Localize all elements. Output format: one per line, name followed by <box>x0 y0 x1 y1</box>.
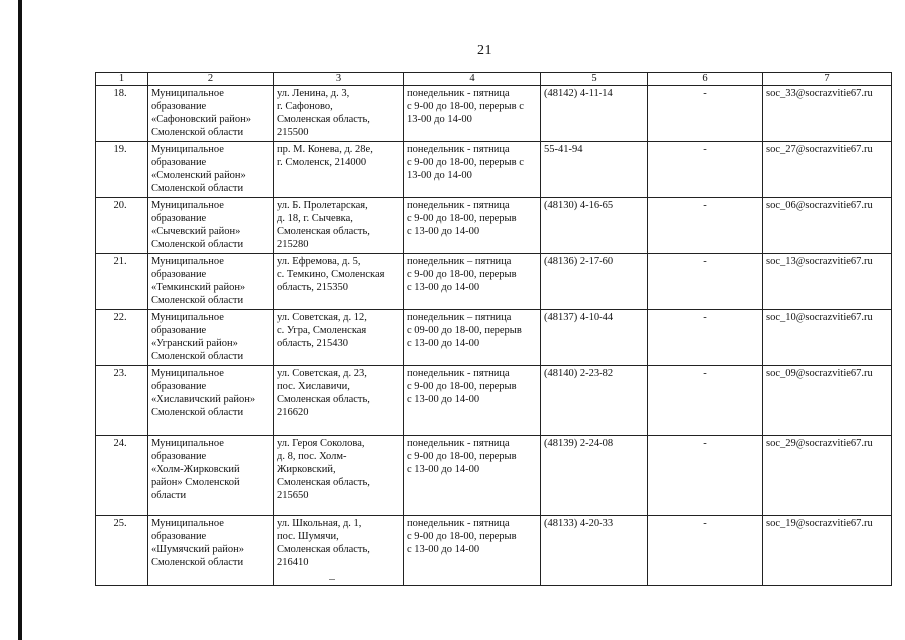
row-number-cell: 25. <box>96 516 148 586</box>
row-number-cell: 21. <box>96 254 148 310</box>
organization-cell <box>148 142 274 198</box>
scan-edge-line <box>18 0 22 640</box>
column-header-row <box>96 73 892 86</box>
address-line: 216620 <box>277 407 309 418</box>
working-hours-line: понедельник – пятница <box>407 256 512 267</box>
table-row <box>96 86 892 142</box>
address-line: область, 215350 <box>277 282 349 293</box>
row-number-cell: 18. <box>96 86 148 142</box>
organization-cell <box>148 310 274 366</box>
table-row <box>96 142 892 198</box>
column-header-1: 1 <box>96 73 148 86</box>
row-number-cell: 24. <box>96 436 148 516</box>
address-cell <box>274 254 404 310</box>
address-line: с. Угра, Смоленская <box>277 325 367 336</box>
column-6-cell: - <box>648 516 763 586</box>
address-cell <box>274 310 404 366</box>
social-services-table <box>95 72 892 586</box>
address-cell <box>274 366 404 436</box>
working-hours-line: с 13-00 до 14-00 <box>407 544 480 555</box>
address-line: Смоленская область, <box>277 544 370 555</box>
organization-line: «Смоленский район» <box>151 170 246 181</box>
organization-line: Муниципальное <box>151 312 224 323</box>
organization-cell <box>148 366 274 436</box>
working-hours-line: понедельник - пятница <box>407 368 510 379</box>
address-line: ул. Ефремова, д. 5, <box>277 256 361 267</box>
column-header-5: 5 <box>541 73 648 86</box>
organization-line: «Хиславичский район» <box>151 394 256 405</box>
row-number-cell: 20. <box>96 198 148 254</box>
address-line: пос. Хиславичи, <box>277 381 350 392</box>
organization-line: Муниципальное <box>151 438 224 449</box>
working-hours-line: с 09-00 до 18-00, перерыв <box>407 325 522 336</box>
working-hours-line: понедельник - пятница <box>407 144 510 155</box>
address-line: область, 215430 <box>277 338 349 349</box>
column-6-cell: - <box>648 436 763 516</box>
working-hours-cell <box>404 142 541 198</box>
email-cell: soc_10@socrazvitie67.ru <box>763 310 892 366</box>
working-hours-cell <box>404 366 541 436</box>
address-line: пр. М. Конева, д. 28е, <box>277 144 373 155</box>
organization-cell <box>148 516 274 586</box>
phone-cell: (48133) 4-20-33 <box>541 516 648 586</box>
column-6-cell: - <box>648 310 763 366</box>
organization-line: образование <box>151 269 207 280</box>
email-cell: soc_29@socrazvitie67.ru <box>763 436 892 516</box>
organization-line: образование <box>151 381 207 392</box>
phone-cell: (48140) 2-23-82 <box>541 366 648 436</box>
column-header-2: 2 <box>148 73 274 86</box>
organization-line: Муниципальное <box>151 88 224 99</box>
address-line: 215650 <box>277 490 309 501</box>
organization-line: «Темкинский район» <box>151 282 246 293</box>
working-hours-cell <box>404 516 541 586</box>
address-line: 215280 <box>277 239 309 250</box>
row-number-cell: 19. <box>96 142 148 198</box>
organization-line: Смоленской области <box>151 295 244 306</box>
column-header-4: 4 <box>404 73 541 86</box>
address-line: Жирковский, <box>277 464 336 475</box>
organization-cell <box>148 198 274 254</box>
column-header-3: 3 <box>274 73 404 86</box>
working-hours-line: понедельник - пятница <box>407 438 510 449</box>
table-row <box>96 198 892 254</box>
address-line: Смоленская область, <box>277 477 370 488</box>
organization-cell <box>148 86 274 142</box>
working-hours-line: с 13-00 до 14-00 <box>407 394 480 405</box>
table-row <box>96 310 892 366</box>
column-6-cell: - <box>648 86 763 142</box>
organization-line: образование <box>151 451 207 462</box>
organization-line: образование <box>151 157 207 168</box>
organization-line: Смоленской области <box>151 407 244 418</box>
organization-line: Смоленской области <box>151 183 244 194</box>
organization-line: Смоленской области <box>151 351 244 362</box>
address-line: ул. Советская, д. 23, <box>277 368 367 379</box>
working-hours-line: с 9-00 до 18-00, перерыв с <box>407 101 524 112</box>
working-hours-line: понедельник - пятница <box>407 518 510 529</box>
address-line: г. Смоленск, 214000 <box>277 157 367 168</box>
organization-line: образование <box>151 213 207 224</box>
phone-cell: (48139) 2-24-08 <box>541 436 648 516</box>
organization-line: «Угранский район» <box>151 338 238 349</box>
table-row <box>96 366 892 436</box>
email-cell: soc_27@socrazvitie67.ru <box>763 142 892 198</box>
address-line: д. 18, г. Сычевка, <box>277 213 353 224</box>
working-hours-line: с 9-00 до 18-00, перерыв <box>407 451 517 462</box>
organization-line: Смоленской области <box>151 239 244 250</box>
working-hours-line: с 9-00 до 18-00, перерыв <box>407 213 517 224</box>
address-cell <box>274 198 404 254</box>
address-line: ул. Ленина, д. 3, <box>277 88 350 99</box>
organization-line: образование <box>151 531 207 542</box>
address-line: г. Сафоново, <box>277 101 333 112</box>
working-hours-line: с 9-00 до 18-00, перерыв с <box>407 157 524 168</box>
working-hours-cell <box>404 86 541 142</box>
working-hours-line: с 9-00 до 18-00, перерыв <box>407 269 517 280</box>
working-hours-line: 13-00 до 14-00 <box>407 114 472 125</box>
address-line: ул. Героя Соколова, <box>277 438 365 449</box>
column-header-6: 6 <box>648 73 763 86</box>
organization-line: Муниципальное <box>151 256 224 267</box>
organization-cell <box>148 436 274 516</box>
phone-cell: 55-41-94 <box>541 142 648 198</box>
working-hours-line: понедельник – пятница <box>407 312 512 323</box>
row-number-cell: 23. <box>96 366 148 436</box>
phone-cell: (48130) 4-16-65 <box>541 198 648 254</box>
organization-line: Муниципальное <box>151 200 224 211</box>
working-hours-cell <box>404 254 541 310</box>
address-line: ул. Школьная, д. 1, <box>277 518 362 529</box>
address-cell <box>274 142 404 198</box>
address-line: Смоленская область, <box>277 114 370 125</box>
working-hours-line: понедельник - пятница <box>407 88 510 99</box>
working-hours-cell <box>404 198 541 254</box>
organization-line: области <box>151 490 187 501</box>
table-row <box>96 254 892 310</box>
address-cell <box>274 86 404 142</box>
working-hours-line: с 9-00 до 18-00, перерыв <box>407 381 517 392</box>
working-hours-line: с 13-00 до 14-00 <box>407 226 480 237</box>
organization-line: Муниципальное <box>151 518 224 529</box>
organization-line: Муниципальное <box>151 144 224 155</box>
phone-cell: (48136) 2-17-60 <box>541 254 648 310</box>
table-row <box>96 516 892 586</box>
working-hours-line: с 9-00 до 18-00, перерыв <box>407 531 517 542</box>
organization-line: «Сычевский район» <box>151 226 241 237</box>
address-cell <box>274 516 404 586</box>
email-cell: soc_06@socrazvitie67.ru <box>763 198 892 254</box>
working-hours-cell <box>404 436 541 516</box>
organization-line: Смоленской области <box>151 127 244 138</box>
column-6-cell: - <box>648 254 763 310</box>
email-cell: soc_33@socrazvitie67.ru <box>763 86 892 142</box>
email-cell: soc_13@socrazvitie67.ru <box>763 254 892 310</box>
working-hours-line: 13-00 до 14-00 <box>407 170 472 181</box>
table-body <box>96 86 892 586</box>
address-line: с. Темкино, Смоленская <box>277 269 385 280</box>
working-hours-line: с 13-00 до 14-00 <box>407 338 480 349</box>
address-line: д. 8, пос. Холм- <box>277 451 347 462</box>
email-cell: soc_09@socrazvitie67.ru <box>763 366 892 436</box>
column-6-cell: - <box>648 366 763 436</box>
working-hours-line: с 13-00 до 14-00 <box>407 282 480 293</box>
organization-line: образование <box>151 101 207 112</box>
address-line: ул. Б. Пролетарская, <box>277 200 368 211</box>
organization-line: район» Смоленской <box>151 477 240 488</box>
row-number-cell: 22. <box>96 310 148 366</box>
email-cell: soc_19@socrazvitie67.ru <box>763 516 892 586</box>
column-header-7: 7 <box>763 73 892 86</box>
organization-cell <box>148 254 274 310</box>
organization-line: Муниципальное <box>151 368 224 379</box>
address-line: ул. Советская, д. 12, <box>277 312 367 323</box>
working-hours-cell <box>404 310 541 366</box>
page-number: 21 <box>477 43 492 58</box>
address-line: Смоленская область, <box>277 226 370 237</box>
table-row <box>96 436 892 516</box>
organization-line: «Холм-Жирковский <box>151 464 240 475</box>
working-hours-line: понедельник - пятница <box>407 200 510 211</box>
organization-line: образование <box>151 325 207 336</box>
address-line: 215500 <box>277 127 309 138</box>
phone-cell: (48142) 4-11-14 <box>541 86 648 142</box>
address-line: Смоленская область, <box>277 394 370 405</box>
scan-speck <box>329 579 335 580</box>
organization-line: «Шумячский район» <box>151 544 244 555</box>
address-line: 216410 <box>277 557 309 568</box>
address-cell <box>274 436 404 516</box>
column-6-cell: - <box>648 142 763 198</box>
organization-line: Смоленской области <box>151 557 244 568</box>
organization-line: «Сафоновский район» <box>151 114 252 125</box>
address-line: пос. Шумячи, <box>277 531 339 542</box>
phone-cell: (48137) 4-10-44 <box>541 310 648 366</box>
working-hours-line: с 13-00 до 14-00 <box>407 464 480 475</box>
column-6-cell: - <box>648 198 763 254</box>
